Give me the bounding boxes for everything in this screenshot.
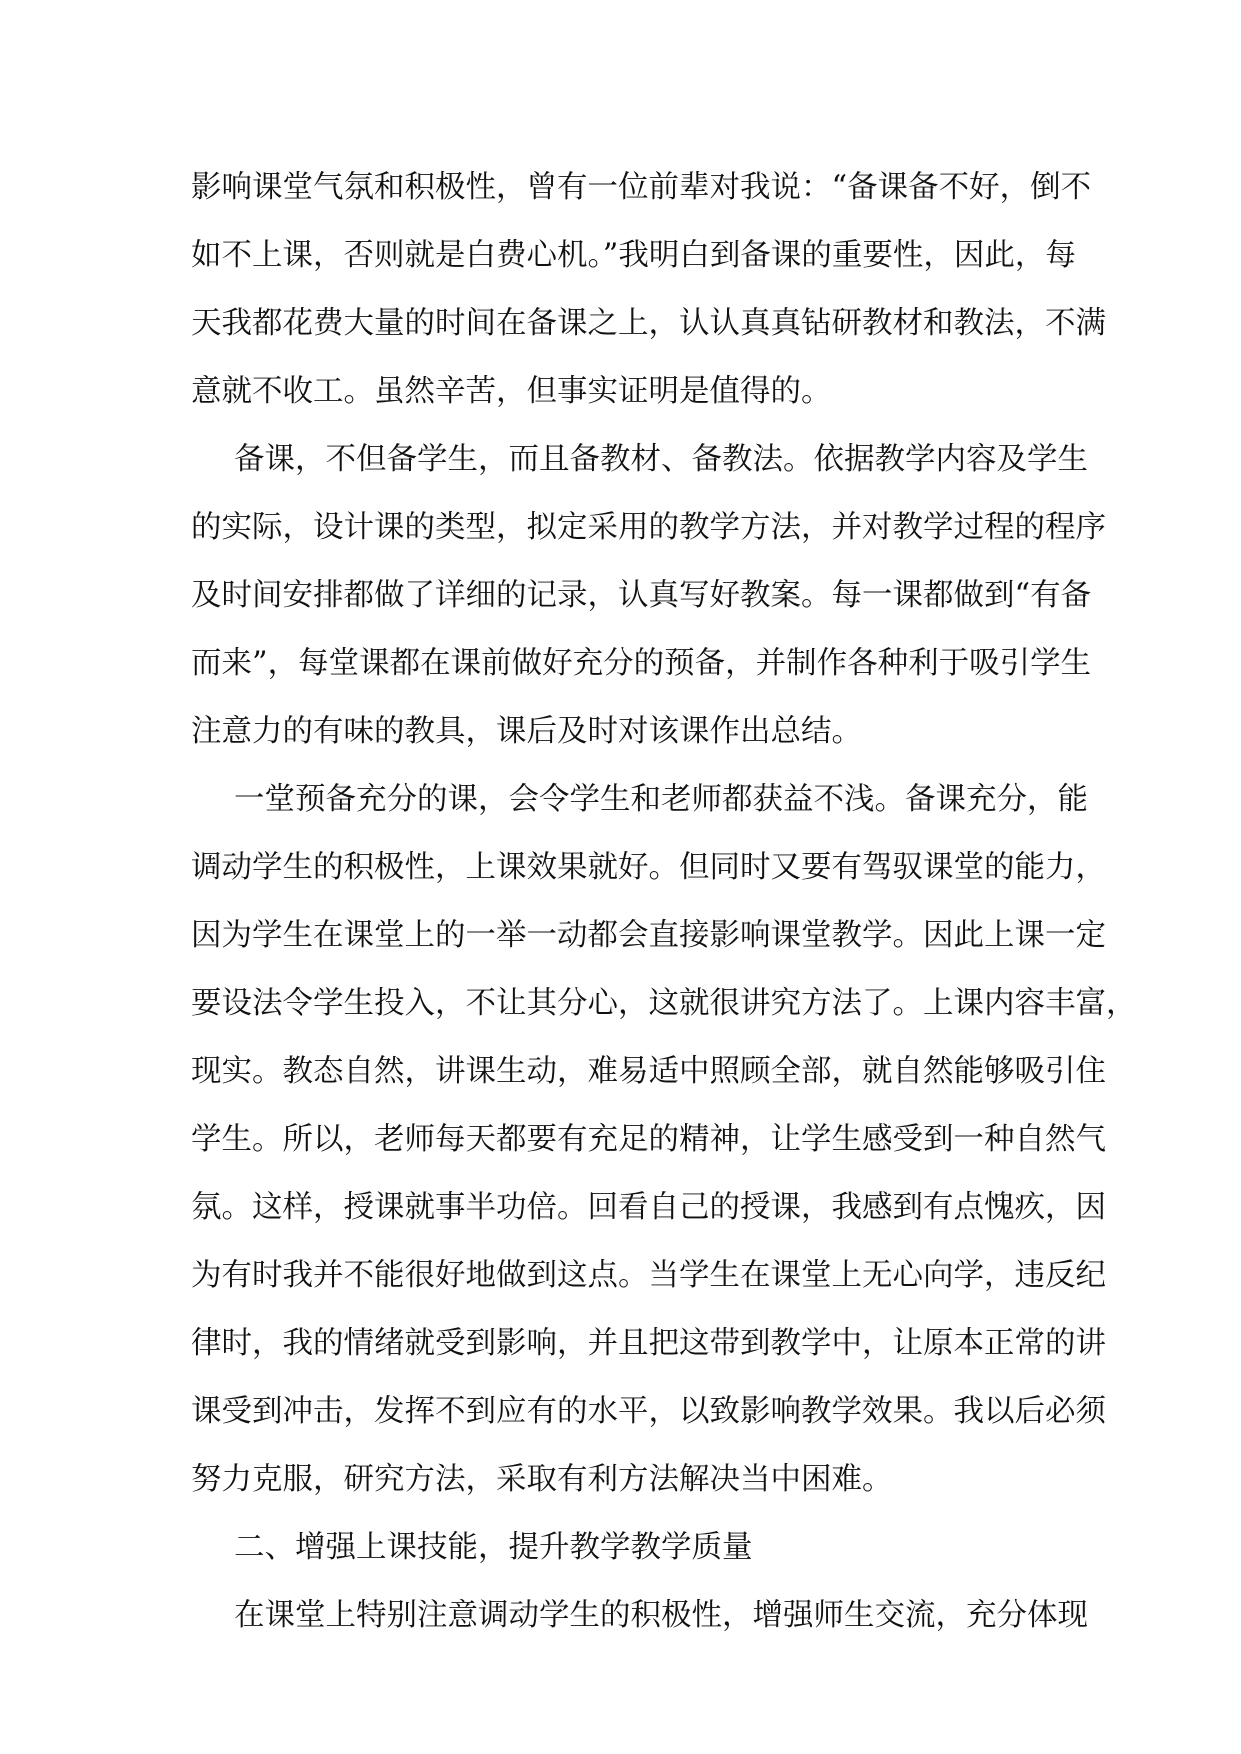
text-line: 氛。这样，授课就事半功倍。回看自己的授课，我感到有点愧疚，因 [191, 1190, 1106, 1225]
text-line: 学生。所以，老师每天都要有充足的精神，让学生感受到一种自然气 [191, 1122, 1106, 1157]
text-line: 调动学生的积极性，上课效果就好。但同时又要有驾驭课堂的能力， [191, 850, 1106, 885]
text-line: 天我都花费大量的时间在备课之上，认认真真钻研教材和教法，不满 [191, 306, 1106, 341]
text-line: 如不上课，否则就是白费心机。”我明白到备课的重要性，因此，每 [191, 238, 1076, 273]
text-line: 的实际，设计课的类型，拟定采用的教学方法，并对教学过程的程序 [191, 510, 1106, 545]
paragraph-first-line: 在课堂上特别注意调动学生的积极性，增强师生交流，充分体现 [234, 1598, 1088, 1633]
text-line: 及时间安排都做了详细的记录，认真写好教案。每一课都做到“有备 [191, 578, 1092, 613]
text-line: 为有时我并不能很好地做到这点。当学生在课堂上无心向学，违反纪 [191, 1258, 1106, 1293]
paragraph-first-line: 备课，不但备学生，而且备教材、备教法。依据教学内容及学生 [234, 442, 1088, 477]
text-line: 律时，我的情绪就受到影响，并且把这带到教学中，让原本正常的讲 [191, 1326, 1106, 1361]
paragraph-first-line: 一堂预备充分的课，会令学生和老师都获益不浅。备课充分，能 [234, 782, 1088, 817]
text-line: 意就不收工。虽然辛苦，但事实证明是值得的。 [191, 374, 832, 409]
body-text [191, 154, 1137, 1650]
text-line: 现实。教态自然，讲课生动，难易适中照顾全部，就自然能够吸引住 [191, 1054, 1106, 1089]
text-line: 而来”，每堂课都在课前做好充分的预备，并制作各种利于吸引学生 [191, 646, 1092, 681]
text-line: 课受到冲击，发挥不到应有的水平，以致影响教学效果。我以后必须 [191, 1394, 1106, 1429]
text-line: 注意力的有味的教具，课后及时对该课作出总结。 [191, 714, 862, 749]
text-line: 要设法令学生投入，不让其分心，这就很讲究方法了。上课内容丰富， [191, 986, 1137, 1021]
text-line: 努力克服，研究方法，采取有利方法解决当中困难。 [191, 1462, 893, 1497]
section-heading: 二、增强上课技能，提升教学教学质量 [234, 1530, 753, 1565]
text-line: 影响课堂气氛和积极性，曾有一位前辈对我说：“备课备不好，倒不 [191, 170, 1092, 205]
text-line: 因为学生在课堂上的一举一动都会直接影响课堂教学。因此上课一定 [191, 918, 1106, 953]
